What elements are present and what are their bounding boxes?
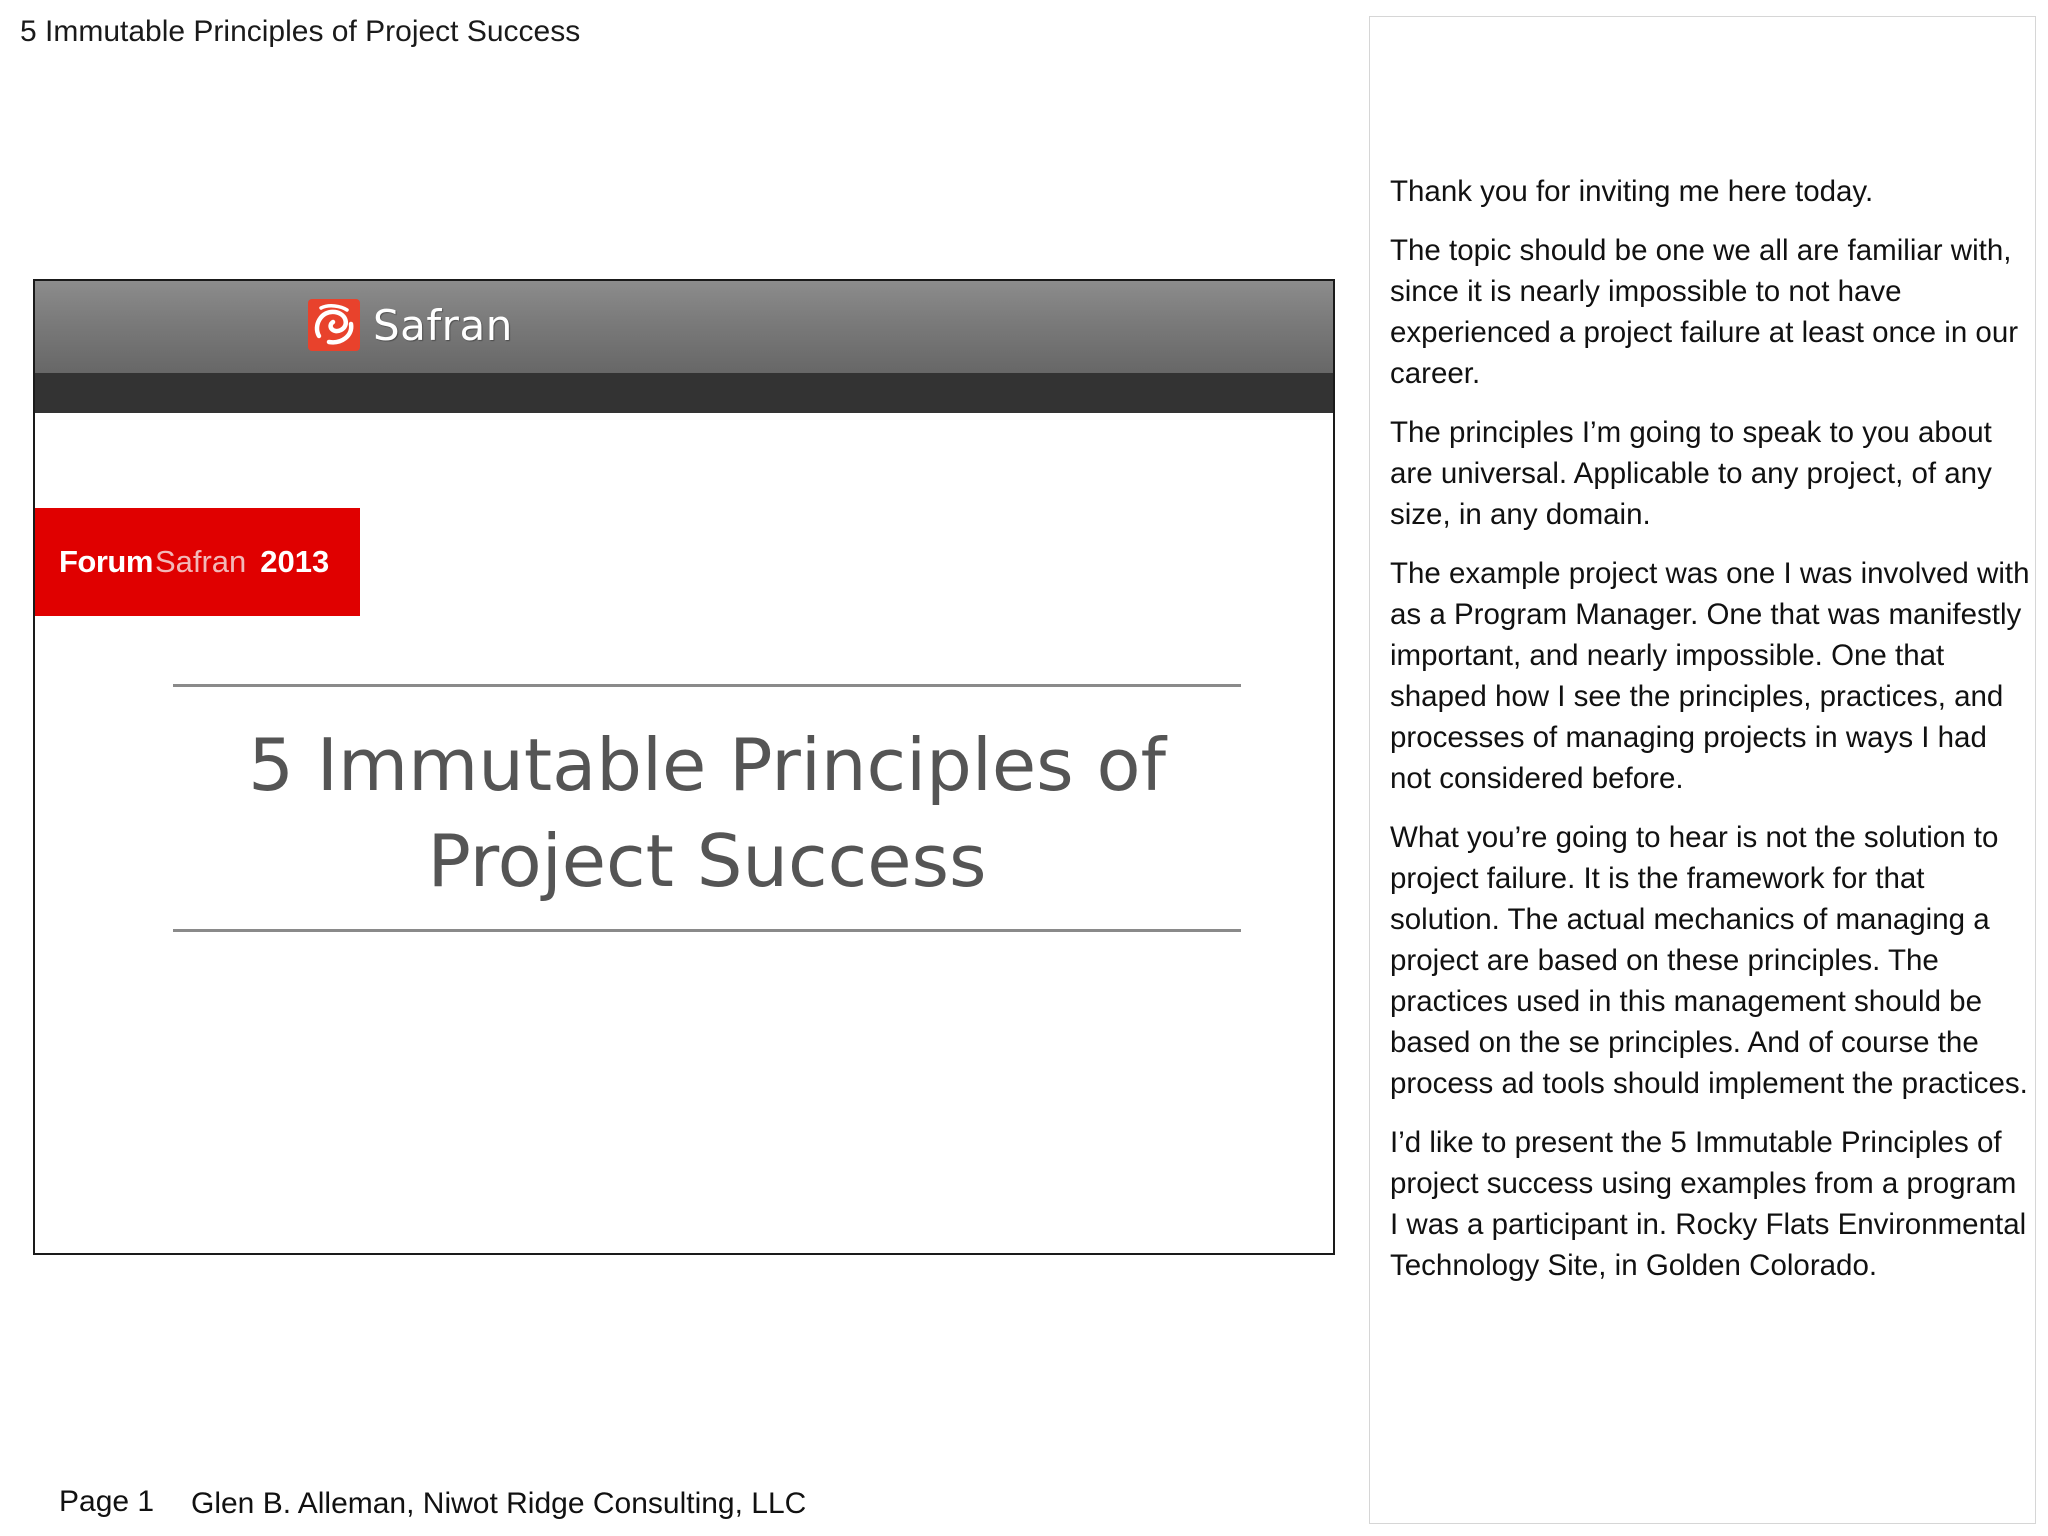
slide-title-line-2: Project Success (427, 819, 987, 903)
title-rule-bottom (173, 929, 1241, 932)
safran-logo-icon (307, 298, 361, 352)
speaker-notes-panel (1369, 16, 2036, 1524)
brand (307, 297, 513, 353)
speaker-notes (1390, 171, 2030, 1304)
slide-title-line-1: 5 Immutable Principles of (248, 723, 1166, 807)
slide-thumbnail (33, 279, 1335, 1255)
note-paragraph: The example project was one I was involved with as a Program Manager. One that was manifestly important, and nearly impossible. One that shaped how I see the principles, practices, and processes of managing projects in ways I had not considered before. (1390, 557, 2030, 795)
page-title: 5 Immutable Principles of Project Success (20, 15, 581, 48)
footer-author: Glen B. Alleman, Niwot Ridge Consulting, LLC (191, 1487, 807, 1520)
forum-year: 2013 (260, 544, 330, 579)
forum-word: Forum (59, 544, 153, 579)
note-paragraph: The principles I’m going to speak to you about are universal. Applicable to any project, of any size, in any domain. (1390, 416, 1992, 531)
brand-name: Safran (373, 300, 513, 350)
slide-dark-band (35, 373, 1333, 413)
slide-title (173, 717, 1241, 909)
note-paragraph: Thank you for inviting me here today. (1390, 175, 1874, 208)
slide-top-bar (35, 281, 1333, 373)
page-number: Page 1 (59, 1485, 155, 1518)
note-paragraph: The topic should be one we all are familiar with, since it is nearly impossible to not have experienced a project failure at least once in our career. (1390, 234, 2019, 390)
title-rule-top (173, 684, 1241, 687)
note-paragraph: I’d like to present the 5 Immutable Principles of project success using examples from a program I was a participant in. Rocky Flats Environmental Technology Site, in Golden Colorado. (1390, 1126, 2027, 1282)
note-paragraph: What you’re going to hear is not the solution to project failure. It is the framework for that solution. The actual mechanics of managing a project are based on these principles. The practices used in this management should be based on the se principles. And of course the process ad tools should implement the practices. (1390, 821, 2028, 1100)
forum-brand: Safran (154, 544, 247, 579)
forum-badge (35, 508, 360, 616)
